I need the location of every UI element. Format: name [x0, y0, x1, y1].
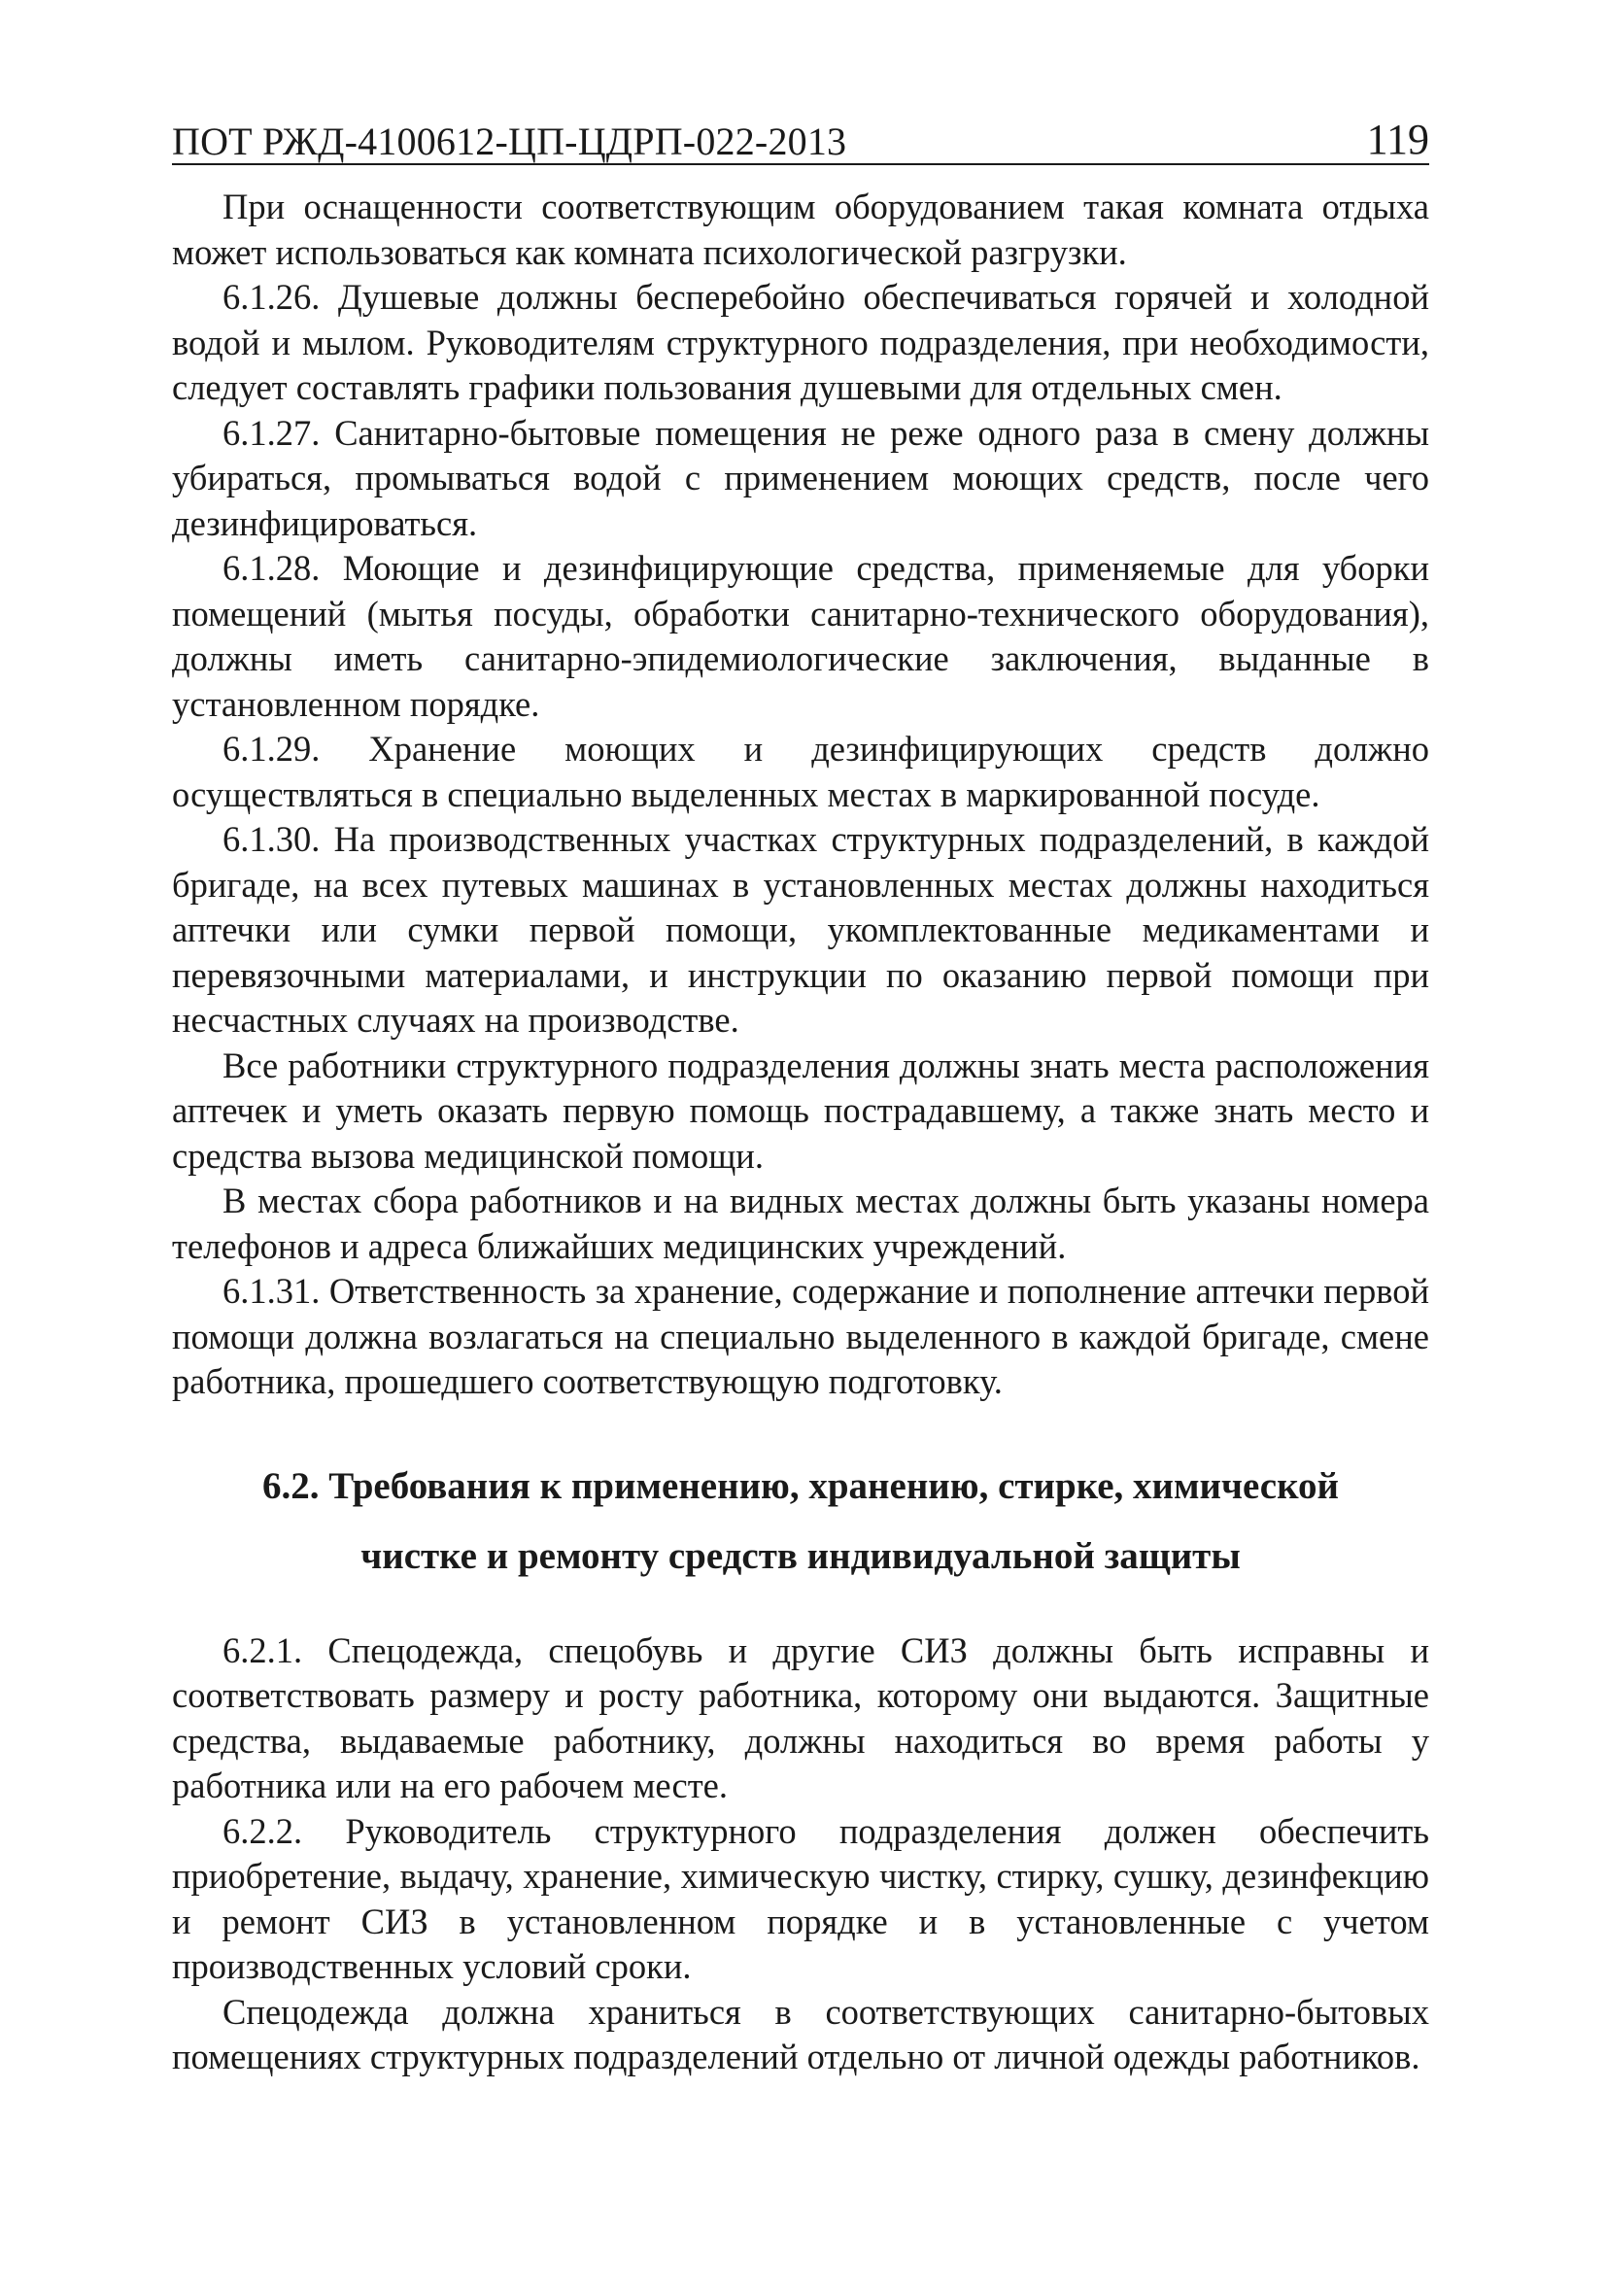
- paragraph-6-1-26: 6.1.26. Душевые должны бесперебойно обеспечиваться горячей и холодной водой и мылом. Руководителям структурного подразделения, при необходимости, следует составлять графики пользования душевыми для отдельных смен.: [172, 277, 1429, 407]
- page-number: 119: [1366, 116, 1429, 163]
- document-code: ПОТ РЖД-4100612-ЦП-ЦДРП-022-2013: [172, 120, 847, 163]
- section-heading-6-2: 6.2. Требования к применению, хранению, стирке, химической чистке и ремонту средств индивидуальной защиты: [261, 1464, 1340, 1577]
- running-header: [172, 97, 1429, 165]
- document-page: [172, 97, 1429, 2080]
- paragraph-6-1-27: 6.1.27. Санитарно-бытовые помещения не реже одного раза в смену должны убираться, промываться водой с применением моющих средств, после чего дезинфицироваться.: [172, 412, 1429, 543]
- paragraph-first-aid-knowledge: Все работники структурного подразделения должны знать места расположения аптечек и уметь оказать первую помощь пострадавшему, а также знать место и средства вызова медицинской помощи.: [172, 1045, 1429, 1176]
- paragraph-6-1-30: 6.1.30. На производственных участках структурных подразделений, в каждой бригаде, на всех путевых машинах в установленных местах должны находиться аптечки или сумки первой помощи, укомплектованные медикаментами и перевязочными материалами, и инструкции по оказанию первой помощи при несчастных случаях на производстве.: [172, 819, 1429, 1040]
- paragraph-6-2-1: 6.2.1. Спецодежда, спецобувь и другие СИЗ должны быть исправны и соответствовать размеру и росту работника, которому они выдаются. Защитные средства, выдаваемые работнику, должны находиться во время работы у работника или на его рабочем месте.: [172, 1629, 1429, 1805]
- paragraph-6-1-31: 6.1.31. Ответственность за хранение, содержание и пополнение аптечки первой помощи должна возлагаться на специально выделенного в каждой бригаде, смене работника, прошедшего соответствующую подготовку.: [172, 1271, 1429, 1401]
- paragraph-6-1-28: 6.1.28. Моющие и дезинфицирующие средства, применяемые для уборки помещений (мытья посуды, обработки санитарно-технического оборудования), должны иметь санитарно-эпидемиологические заключения, выданные в установленном порядке.: [172, 548, 1429, 724]
- paragraph-rest-room: При оснащенности соответствующим оборудованием такая комната отдыха может использоваться как комната психологической разгрузки.: [172, 187, 1429, 272]
- paragraph-6-1-29: 6.1.29. Хранение моющих и дезинфицирующих средств должно осуществляться в специально выделенных местах в маркированной посуде.: [172, 729, 1429, 814]
- paragraph-6-2-2: 6.2.2. Руководитель структурного подразделения должен обеспечить приобретение, выдачу, хранение, химическую чистку, стирку, сушку, дезинфекцию и ремонт СИЗ в установленном порядке и в установленные с учетом производственных условий сроки.: [172, 1810, 1429, 1986]
- paragraph-workwear-storage: Спецодежда должна храниться в соответствующих санитарно-бытовых помещениях структурных подразделений отдельно от личной одежды работников.: [172, 1991, 1429, 2076]
- body-text: [172, 185, 1429, 2080]
- paragraph-medical-contacts: В местах сбора работников и на видных местах должны быть указаны номера телефонов и адреса ближайших медицинских учреждений.: [172, 1181, 1429, 1266]
